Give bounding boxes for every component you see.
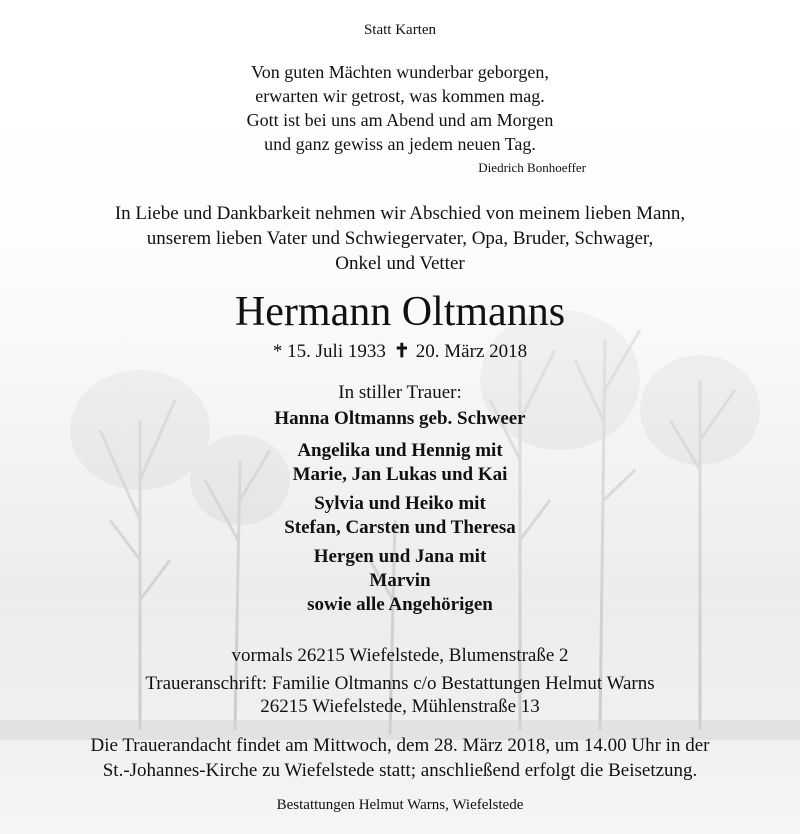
intro-line: Onkel und Vetter [335,253,465,274]
mourner-line: Stefan, Carsten und Theresa [284,517,516,538]
address-line: Traueranschrift: Familie Oltmanns c/o Bestattungen Helmut Warns [145,673,655,694]
undertaker: Bestattungen Helmut Warns, Wiefelstede [276,797,524,813]
address-line: vormals 26215 Wiefelstede, Blumenstraße 2 [231,645,569,666]
service-line: Die Trauerandacht findet am Mittwoch, dem 28. März 2018, um 14.00 Uhr in der [90,735,710,756]
mourner-line: Marvin [369,570,431,591]
intro-line: In Liebe und Dankbarkeit nehmen wir Abschied von meinem lieben Mann, [114,203,686,224]
cross-icon: ✝ [393,341,410,362]
address-line: 26215 Wiefelstede, Mühlenstraße 13 [260,696,540,717]
poem-line: erwarten wir getrost, was kommen mag. [255,86,545,106]
poem-author: Diedrich Bonhoeffer [478,160,586,175]
mourning-label: In stiller Trauer: [338,382,462,403]
poem-line: Gott ist bei uns am Abend und am Morgen [246,110,554,130]
mourner-line: Marie, Jan Lukas und Kai [292,464,508,485]
birth-date: * 15. Juli 1933 [272,341,386,362]
mourner-line: sowie alle Angehörigen [307,594,493,615]
header-text: Statt Karten [363,22,437,38]
mourner-line: Hergen und Jana mit [313,546,487,567]
mourner-line: Angelika und Hennig mit [297,440,503,461]
poem-line: Von guten Mächten wunderbar geborgen, [251,62,549,82]
intro-line: unserem lieben Vater und Schwiegervater, Opa, Bruder, Schwager, [146,228,654,249]
poem-line: und ganz gewiss an jedem neuen Tag. [264,134,536,154]
deceased-name: Hermann Oltmanns [234,289,566,335]
service-line: St.-Johannes-Kirche zu Wiefelstede statt; anschließend erfolgt die Beisetzung. [102,760,698,781]
death-date: 20. März 2018 [415,341,528,362]
life-dates [0,340,800,363]
mourner-line: Hanna Oltmanns geb. Schweer [274,408,526,429]
mourner-line: Sylvia und Heiko mit [314,493,486,514]
